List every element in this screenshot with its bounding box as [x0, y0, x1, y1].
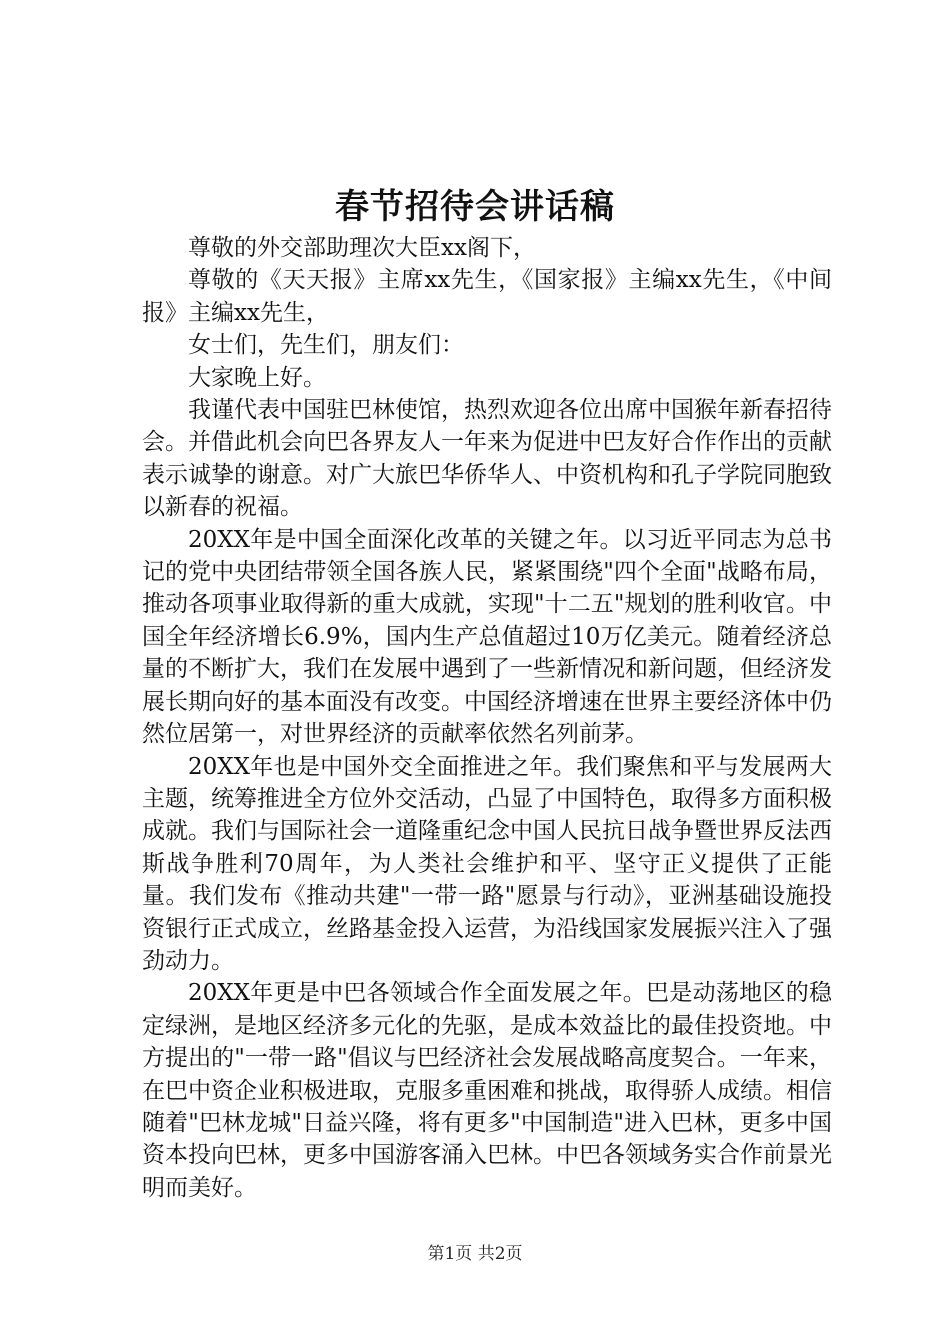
body-paragraph: 20XX年也是中国外交全面推进之年。我们聚焦和平与发展两大主题，统筹推进全方位外交活动，凸显了中国特色，取得多方面积极成就。我们与国际社会一道隆重纪念中国人民抗日战争暨世界反法西斯战争胜利70周年，为人类社会维护和平、坚守正义提供了正能量。我们发布《推动共建"一带一路"愿景与行动》，亚洲基础设施投资银行正式成立，丝路基金投入运营，为沿线国家发展振兴注入了强劲动力。 — [142, 753, 832, 974]
body-paragraph: 我谨代表中国驻巴林使馆，热烈欢迎各位出席中国猴年新春招待会。并借此机会向巴各界友人一年来为促进中巴友好合作作出的贡献表示诚挚的谢意。对广大旅巴华侨华人、中资机构和孔子学院同胞致以新春的祝福。 — [142, 397, 832, 521]
page-number-footer: 第1页 共2页 — [427, 1244, 523, 1264]
body-paragraph: 20XX年是中国全面深化改革的关键之年。以习近平同志为总书记的党中央团结带领全国各族人民，紧紧围绕"四个全面"战略布局，推动各项事业取得新的重大成就，实现"十二五"规划的胜利收官。中国全年经济增长6.9%，国内生产总值超过10万亿美元。随着经济总量的不断扩大，我们在发展中遇到了一些新情况和新问题，但经济发展长期向好的基本面没有改变。中国经济增速在世界主要经济体中仍然位居第一，对世界经济的贡献率依然名列前茅。 — [142, 526, 832, 748]
body-paragraph: 20XX年更是中巴各领域合作全面发展之年。巴是动荡地区的稳定绿洲，是地区经济多元化的先驱，是成本效益比的最佳投资地。中方提出的"一带一路"倡议与巴经济社会发展战略高度契合。一年来，在巴中资企业积极进取，克服多重困难和挑战，取得骄人成绩。相信随着"巴林龙城"日益兴隆，将有更多"中国制造"进入巴林，更多中国资本投向巴林，更多中国游客涌入巴林。中巴各领域务实合作前景光明而美好。 — [142, 980, 832, 1201]
salutation-paragraph: 尊敬的《天天报》主席xx先生，《国家报》主编xx先生，《中间报》主编xx先生， — [142, 267, 832, 326]
greeting-paragraph: 大家晚上好。 — [188, 364, 326, 391]
salutation-paragraph: 尊敬的外交部助理次大臣xx阁下， — [188, 235, 536, 261]
document-title: 春节招待会讲话稿 — [335, 187, 615, 227]
document-body — [142, 232, 832, 1204]
salutation-paragraph: 女士们，先生们，朋友们： — [188, 332, 464, 359]
